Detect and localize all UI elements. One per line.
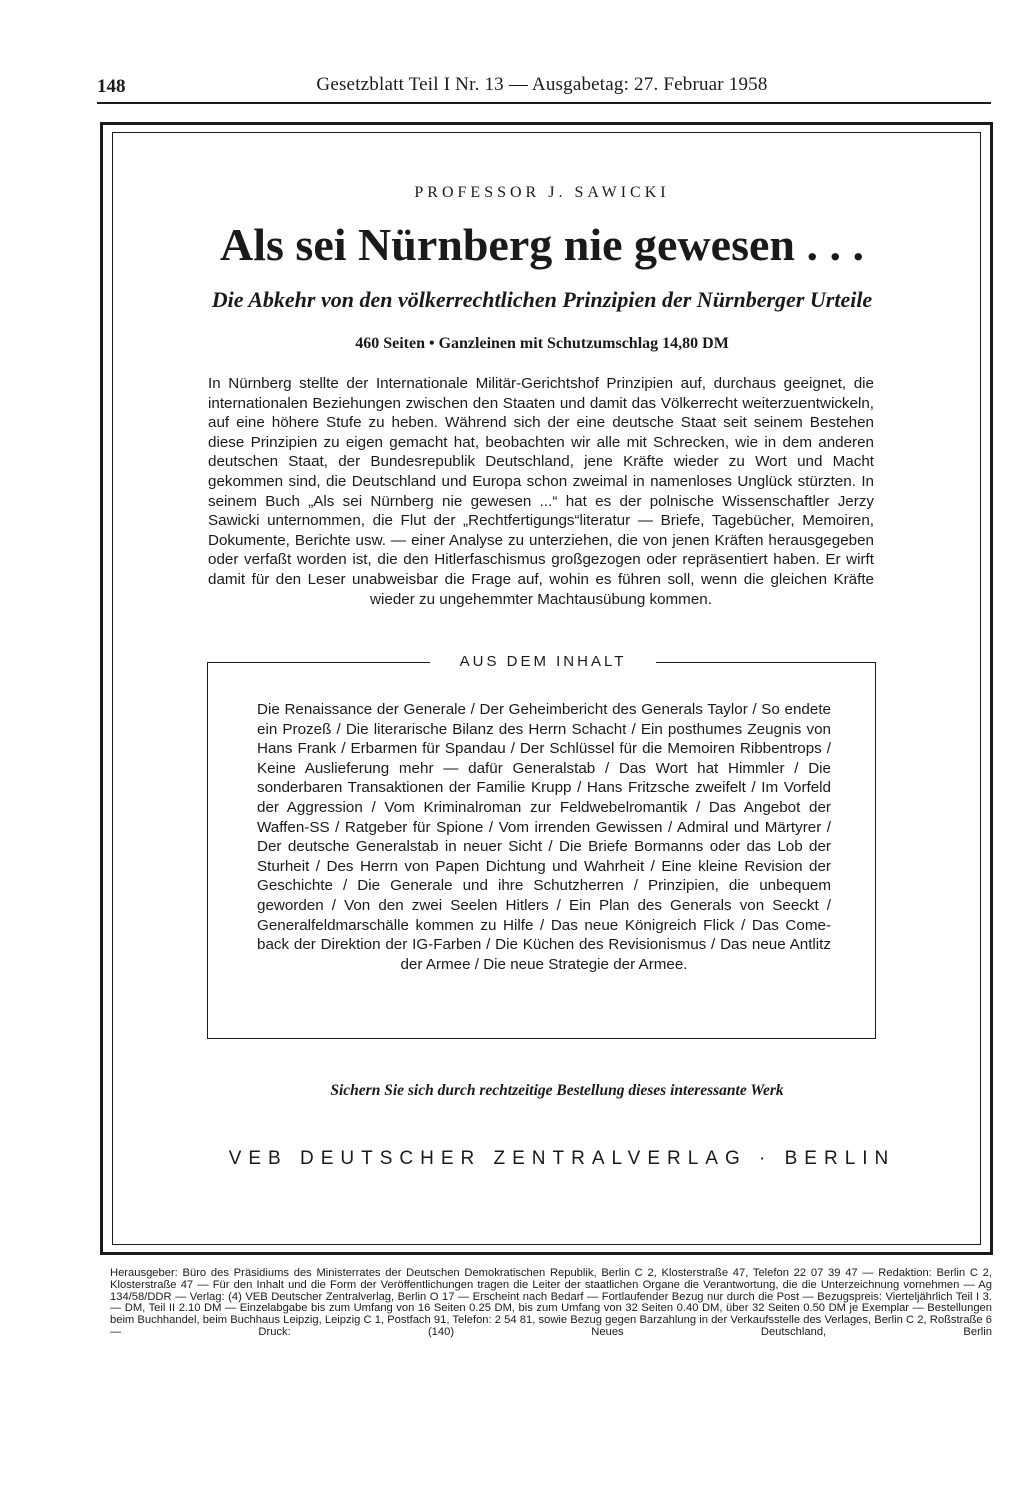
contents-text: Die Renaissance der Generale / Der Geheimbericht des Generals Taylor / So endete ein Prozeß / Die literarische Bilanz des Herrn Schacht / Ein posthumes Zeugnis von Hans Frank / Erbarmen für Spandau / Der Schlüssel für die Memoiren Ribbentrops / Keine Auslieferung mehr — dafür Generalstab / Das Wort hat Himmler / Die sonderbaren Transaktionen der Familie Krupp / Hans Fritzsche zweifelt / Im Vorfeld der Aggression / Vom Kriminalroman zur Feldwebelromantik / Das Angebot der Waffen-SS / Ratgeber für Spione / Vom irrenden Gewissen / Admiral und Märtyrer / Der deutsche Generalstab in neuer Sicht / Die Briefe Bormanns oder das Lob der Sturheit / Des Herrn von Papen Dichtung und Wahrheit / Eine kleine Revision der Geschichte / Die Generale und ihre Schutzherren / Prinzipien, die unbequem geworden / Von den zwei Seelen Hitlers / Ein Plan des Generals von Seeckt / Generalfeldmarschälle kommen zu Hilfe / Das neue Königreich Flick / Das Come-back der Direktion der IG-Farben / Die Küchen des Revisionismus / Das neue Antlitz der Armee / Die neue Strategie der Armee. <box>257 701 831 973</box>
order-line: Sichern Sie sich durch rechtzeitige Bestellung dieses interessante Werk <box>330 1082 784 1099</box>
book-details: 460 Seiten • Ganzleinen mit Schutzumschlag 14,80 DM <box>355 335 729 352</box>
page-number: 148 <box>97 76 126 97</box>
header-rule <box>97 102 991 104</box>
book-title: Als sei Nürnberg nie gewesen . . . <box>220 219 864 270</box>
book-description: In Nürnberg stellte der Internationale Militär-Gerichtshof Prinzipien auf, durchaus geeignet, die internationalen Beziehungen zwischen den Staaten und damit das Völkerrecht weiterzuentwickeln, auf eine höhere Stufe zu heben. Während sich der eine deutsche Staat seit seinem Bestehen diese Prinzipien zu eigen gemacht hat, beobachten wir alle mit Schrecken, wie in dem anderen deutschen Staat, der Bundesrepublik Deutschland, jene Kräfte wieder zu Wort und Macht gekommen sind, die Deutschland und Europa schon zweimal in namenloses Unglück stürzten. In seinem Buch „Als sei Nürnberg nie gewesen ...“ hat es der polnische Wissenschaftler Jerzy Sawicki unternommen, die Flut der „Rechtfertigungs“literatur — Briefe, Tagebücher, Memoiren, Dokumente, Berichte usw. — einer Analyse zu unterziehen, die von jenen Kräften herausgegeben oder verfaßt worden ist, die den Hitlerfaschismus großgezogen oder repräsentiert haben. Er wirft damit für den Leser unabweisbar die Frage auf, wohin es führen soll, wenn die gleichen Kräfte wieder zu ungehemmter Machtausübung kommen. <box>208 375 874 608</box>
contents-rule-right <box>656 662 876 663</box>
author-name: PROFESSOR J. SAWICKI <box>414 184 670 201</box>
publisher-name: VEB DEUTSCHER ZENTRALVERLAG · BERLIN <box>228 1148 896 1169</box>
book-subtitle: Die Abkehr von den völkerrechtlichen Prinzipien der Nürnberger Urteile <box>211 287 873 312</box>
contents-rule-left <box>207 662 430 663</box>
contents-heading: AUS DEM INHALT <box>430 653 656 670</box>
imprint: Herausgeber: Büro des Präsidiums des Ministerrates der Deutschen Demokratischen Republik, Berlin C 2, Klosterstraße 47, Telefon 22 07 39 47 — Redaktion: Berlin C 2, Klosterstraße 47 — Für den Inhalt und die Form der Veröffentlichungen tragen die Leiter der staatlichen Organe die Verantwortung, die die Unterzeichnung vornehmen — Ag 134/58/DDR — Verlag: (4) VEB Deutscher Zentralverlag, Berlin O 17 — Erscheint nach Bedarf — Fortlaufender Bezug nur durch die Post — Bezugspreis: Vierteljährlich Teil I 3.— DM, Teil II 2.10 DM — Einzelabgabe bis zum Umfang von 16 Seiten 0.25 DM, bis zum Umfang von 32 Seiten 0.40 DM, über 32 Seiten 0.50 DM je Exemplar — Bestellungen beim Buchhandel, beim Buchhaus Leipzig, Leipzig C 1, Postfach 91, Telefon: 2 54 81, sowie Bezug gegen Barzahlung in der Verkaufsstelle des Verlages, Berlin C 2, Roßstraße 6 — Druck: (140) Neues Deutschland, Berlin <box>110 1267 992 1338</box>
running-head: Gesetzblatt Teil I Nr. 13 — Ausgabetag: 27. Februar 1958 <box>316 74 768 95</box>
